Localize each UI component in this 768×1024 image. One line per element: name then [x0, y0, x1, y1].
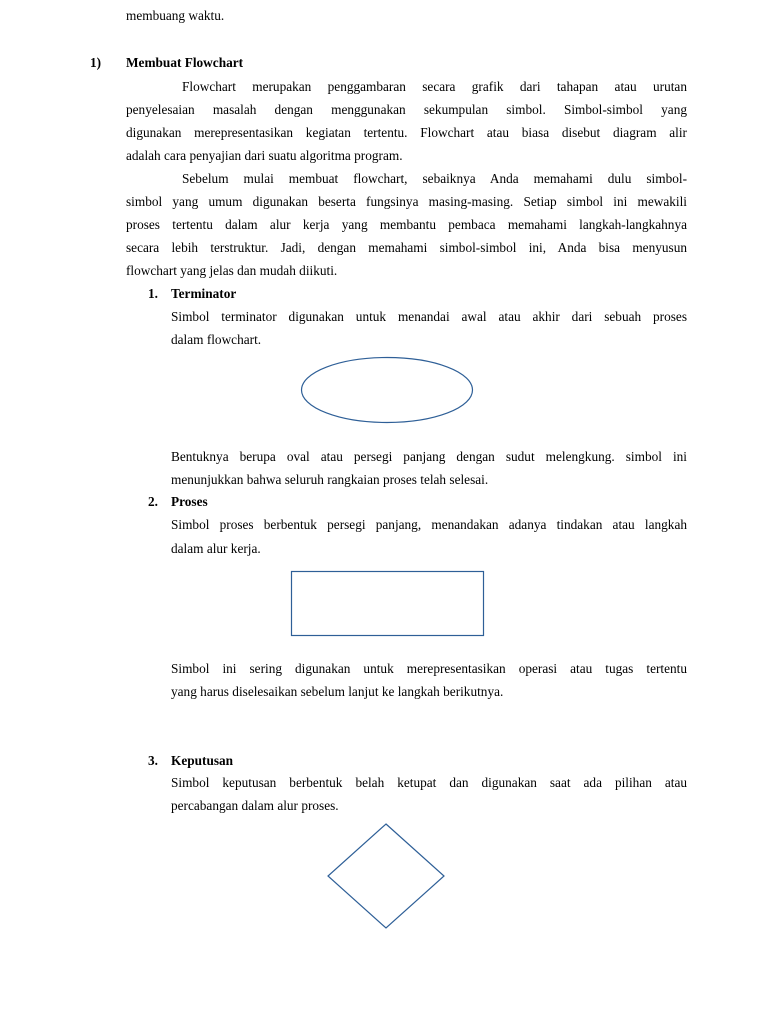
- item-1-title: Terminator: [171, 286, 237, 301]
- paragraph-1-line-2: penyelesaian masalah dengan menggunakan sekumpulan simbol. Simbol-simbol yang: [126, 102, 687, 117]
- paragraph-2-line-5: flowchart yang jelas dan mudah diikuti.: [126, 263, 338, 278]
- paragraph-1-line-3: digunakan merepresentasikan kegiatan tertentu. Flowchart atau biasa disebut diagram alir: [126, 125, 687, 140]
- paragraph-1-line-1: Flowchart merupakan penggambaran secara grafik dari tahapan atau urutan: [182, 79, 687, 94]
- paragraph-2-line-2: simbol yang umum digunakan beserta fungsinya masing-masing. Setiap simbol ini mewakili: [126, 194, 687, 209]
- process-shape: [290, 570, 486, 638]
- item-2-after-line-1: Simbol ini sering digunakan untuk merepresentasikan operasi atau tugas tertentu: [171, 661, 687, 676]
- decision-shape: [326, 822, 446, 930]
- item-1-after-line-1: Bentuknya berupa oval atau persegi panjang dengan sudut melengkung. simbol ini: [171, 449, 687, 464]
- item-2-desc-line-2: dalam alur kerja.: [171, 541, 261, 556]
- item-2-title: Proses: [171, 494, 208, 509]
- item-1-after-line-2: menunjukkan bahwa seluruh rangkaian proses telah selesai.: [171, 472, 489, 487]
- item-3-desc-line-1: Simbol keputusan berbentuk belah ketupat dan digunakan saat ada pilihan atau: [171, 775, 687, 790]
- paragraph-2-line-3: proses tertentu dalam alur kerja yang membantu pembaca memahami langkah-langkahnya: [126, 217, 687, 232]
- item-2-desc-line-1: Simbol proses berbentuk persegi panjang, menandakan adanya tindakan atau langkah: [171, 517, 687, 532]
- continuation-text: membuang waktu.: [126, 8, 225, 23]
- item-2-after-line-2: yang harus diselesaikan sebelum lanjut ke langkah berikutnya.: [171, 684, 504, 699]
- item-3-title: Keputusan: [171, 753, 234, 768]
- item-3-desc-line-2: percabangan dalam alur proses.: [171, 798, 339, 813]
- section-number: 1): [90, 55, 102, 70]
- paragraph-1-line-4: adalah cara penyajian dari suatu algoritma program.: [126, 148, 403, 163]
- item-3-number: 3.: [148, 753, 158, 768]
- item-2-number: 2.: [148, 494, 158, 509]
- paragraph-2-line-4: secara lebih terstruktur. Jadi, dengan memahami simbol-simbol ini, Anda bisa menyusun: [126, 240, 687, 255]
- section-title: Membuat Flowchart: [126, 55, 244, 70]
- terminator-shape: [300, 356, 474, 424]
- paragraph-2-line-1: Sebelum mulai membuat flowchart, sebaiknya Anda memahami dulu simbol-: [182, 171, 687, 186]
- item-1-desc-line-1: Simbol terminator digunakan untuk menandai awal atau akhir dari sebuah proses: [171, 309, 687, 324]
- item-1-number: 1.: [148, 286, 158, 301]
- item-1-desc-line-2: dalam flowchart.: [171, 332, 262, 347]
